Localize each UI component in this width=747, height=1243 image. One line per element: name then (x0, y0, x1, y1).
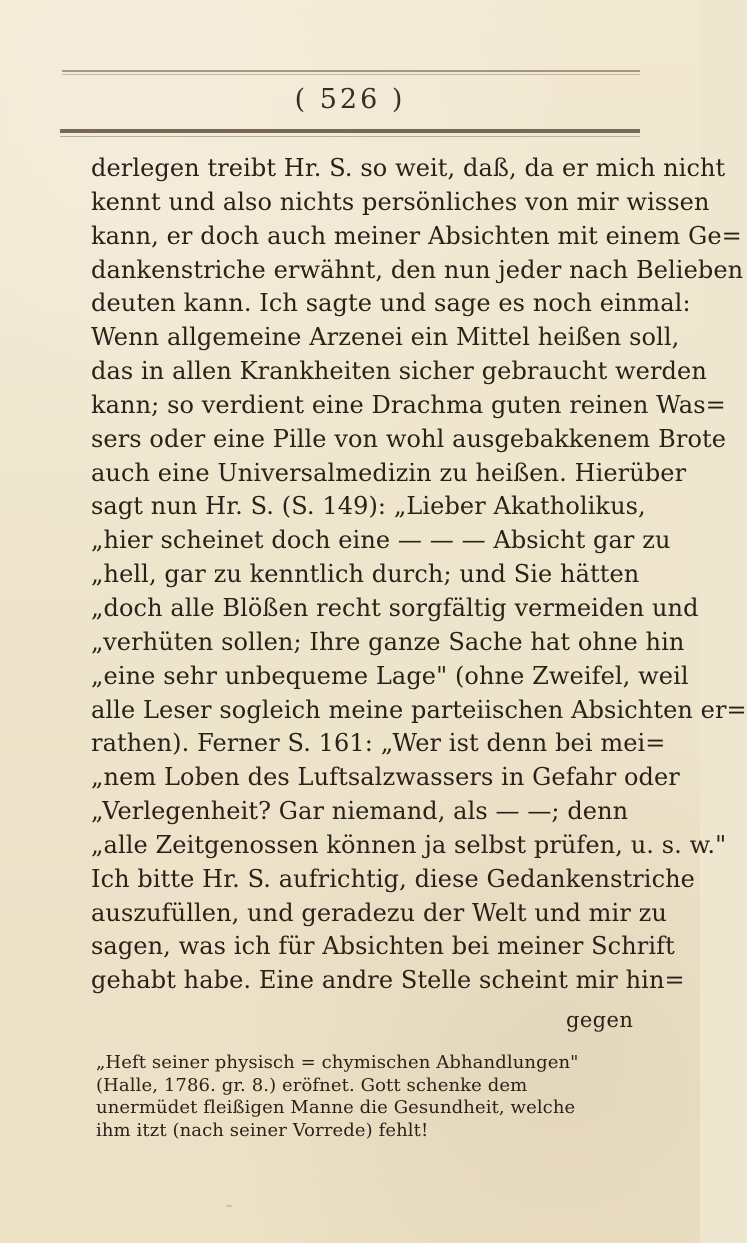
text-line: sagt nun Hr. S. (S. 149): „Lieber Akatholikus, (91, 492, 646, 521)
text-line: „Verlegenheit? Gar niemand, als — —; denn (91, 797, 629, 826)
text-line: „alle Zeitgenossen können ja selbst prüfen, u. s. w." (91, 830, 727, 859)
text-line: „verhüten sollen; Ihre ganze Sache hat ohne hin (91, 627, 685, 656)
top-rule-secondary (62, 74, 640, 75)
body-text (91, 152, 747, 998)
catchword: gegen (566, 1008, 634, 1032)
text-line: „eine sehr unbequeme Lage" (ohne Zweifel, weil (91, 661, 689, 690)
footnote-line: „Heft seiner physisch = chymischen Abhandlungen" (96, 1052, 579, 1073)
paper-mark (226, 1205, 232, 1207)
text-line: „nem Loben des Luftsalzwassers in Gefahr oder (91, 763, 680, 792)
text-line: rathen). Ferner S. 161: „Wer ist denn bei mei= (91, 729, 666, 758)
footnote-line: ihm itzt (nach seiner Vorrede) fehlt! (96, 1119, 429, 1141)
text-line: sers oder eine Pille von wohl ausgebakkenem Brote (91, 424, 727, 453)
text-line: derlegen treibt Hr. S. so weit, daß, da er mich nicht (91, 154, 726, 182)
page-number: ( 526 ) (294, 84, 406, 115)
text-line: „hell, gar zu kenntlich durch; und Sie hätten (91, 560, 640, 589)
top-rule (62, 70, 640, 72)
text-line: deuten kann. Ich sagte und sage es noch einmal: (91, 289, 691, 318)
text-line: auszufüllen, und geradezu der Welt und mir zu (91, 898, 667, 927)
header-rule (60, 129, 640, 133)
text-line: das in allen Krankheiten sicher gebraucht werden (91, 357, 707, 386)
text-line: kann, er doch auch meiner Absichten mit einem Ge= (91, 221, 742, 250)
header-rule-secondary (60, 136, 640, 137)
text-line: Wenn allgemeine Arzenei ein Mittel heißen soll, (91, 323, 680, 352)
footnote-line: (Halle, 1786. gr. 8.) eröfnet. Gott schenke dem (96, 1074, 528, 1096)
text-line: kann; so verdient eine Drachma guten reinen Was= (91, 390, 726, 419)
footnote (96, 1052, 640, 1142)
text-line: kennt und also nichts persönliches von mir wissen (91, 187, 710, 216)
text-line: alle Leser sogleich meine parteiischen Absichten er= (91, 695, 747, 724)
text-line: „doch alle Blößen recht sorgfältig vermeiden und (91, 593, 699, 622)
text-line: auch eine Universalmedizin zu heißen. Hierüber (91, 458, 687, 487)
footnote-line: unermüdet fleißigen Manne die Gesundheit, welche (96, 1097, 576, 1119)
text-line: Ich bitte Hr. S. aufrichtig, diese Gedankenstriche (91, 864, 695, 893)
text-line: sagen, was ich für Absichten bei meiner Schrift (91, 932, 675, 961)
text-line: gehabt habe. Eine andre Stelle scheint mir hin= (91, 966, 685, 995)
text-line: „hier scheinet doch eine — — — Absicht gar zu (91, 526, 671, 555)
text-line: dankenstriche erwähnt, den nun jeder nach Belieben (91, 255, 744, 284)
